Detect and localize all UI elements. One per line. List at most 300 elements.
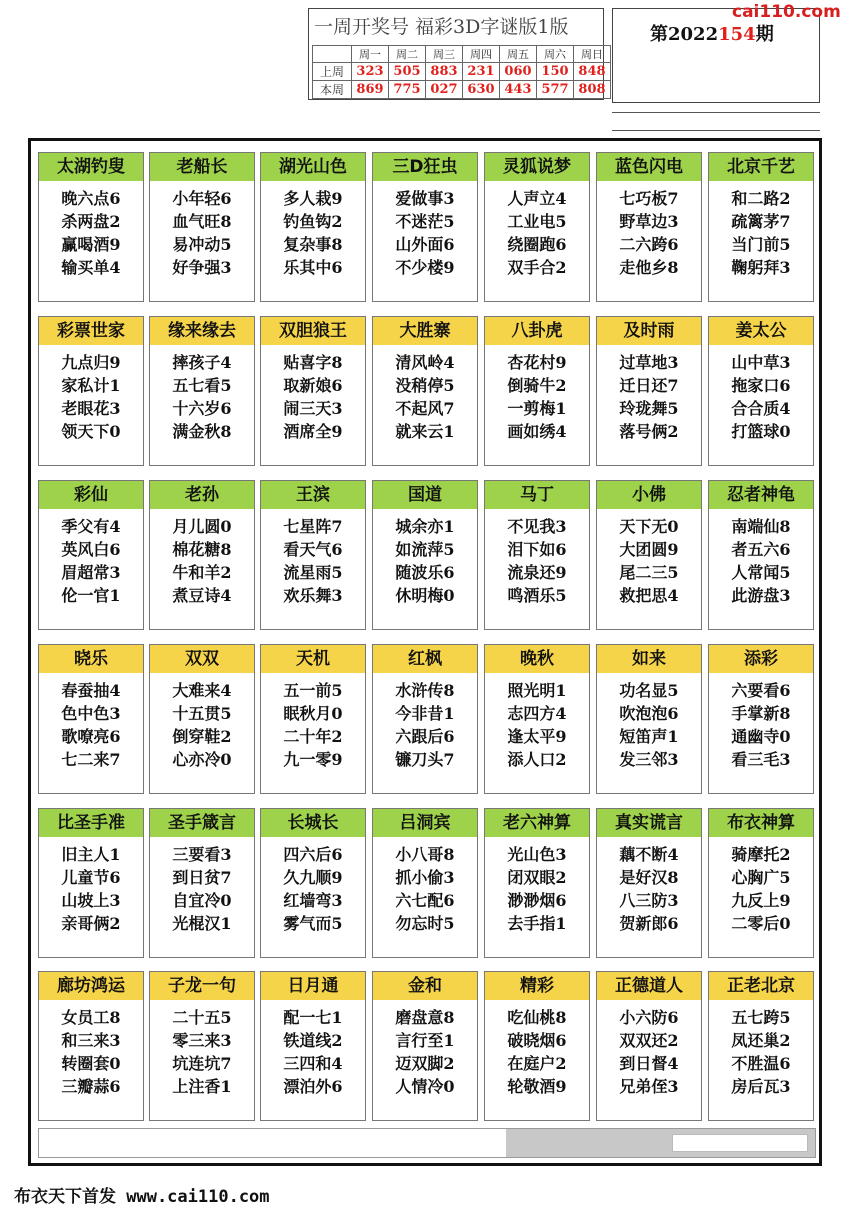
card-lines	[709, 679, 813, 771]
card-lines	[373, 515, 477, 607]
card-line: 杏花村9	[507, 353, 567, 372]
card-line: 六要看6	[731, 681, 791, 700]
card-line: 随波乐6	[395, 563, 455, 582]
card-line: 尾二三5	[619, 563, 679, 582]
card-lines	[373, 187, 477, 279]
card-title: 添彩	[709, 645, 813, 673]
card-line: 七巧板7	[619, 189, 679, 208]
card-line: 鞠躬拜3	[731, 258, 791, 277]
card-line: 好争强3	[172, 258, 232, 277]
this-week-label: 本周	[313, 81, 352, 99]
card-lines	[373, 351, 477, 443]
card-line: 三四和4	[283, 1054, 343, 1073]
card-title: 忍者神龟	[709, 481, 813, 509]
card-title: 吕洞宾	[373, 809, 477, 837]
card-lines	[261, 1006, 365, 1098]
this-week-number: 869	[352, 81, 389, 99]
puzzle-card	[260, 480, 366, 630]
last-week-label: 上周	[313, 63, 352, 81]
footer-text: 布衣天下首发 www.cai110.com	[14, 1187, 270, 1207]
bottom-bar-inset	[672, 1134, 808, 1152]
puzzle-card	[372, 152, 478, 302]
last-week-number: 150	[537, 63, 574, 81]
card-lines	[373, 843, 477, 935]
puzzle-card	[149, 152, 255, 302]
card-title: 如来	[597, 645, 701, 673]
card-line: 五一前5	[283, 681, 343, 700]
last-week-number: 323	[352, 63, 389, 81]
card-title: 小佛	[597, 481, 701, 509]
puzzle-card	[149, 480, 255, 630]
card-lines	[261, 843, 365, 935]
card-line: 漂泊外6	[283, 1077, 343, 1096]
card-title: 灵狐说梦	[485, 153, 589, 181]
card-line: 合合质4	[731, 399, 791, 418]
card-line: 镰刀头7	[395, 750, 455, 769]
puzzle-card	[484, 808, 590, 958]
puzzle-card	[596, 644, 702, 794]
puzzle-card	[149, 316, 255, 466]
card-line: 吹泡泡6	[619, 704, 679, 723]
this-week-number: 630	[463, 81, 500, 99]
puzzle-card	[38, 808, 144, 958]
this-week-number: 775	[389, 81, 426, 99]
card-title: 廊坊鸿运	[39, 972, 143, 1000]
card-line: 儿童节6	[61, 868, 121, 887]
card-title: 王滨	[261, 481, 365, 509]
card-line: 赢喝酒9	[61, 235, 121, 254]
card-line: 手掌新8	[731, 704, 791, 723]
draw-results-table	[312, 45, 611, 99]
card-line: 是好汉8	[619, 868, 679, 887]
card-line: 煮豆诗4	[172, 586, 232, 605]
card-line: 流星雨5	[283, 563, 343, 582]
card-line: 过草地3	[619, 353, 679, 372]
card-lines	[150, 187, 254, 279]
card-title: 比圣手准	[39, 809, 143, 837]
card-line: 轮敬酒9	[507, 1077, 567, 1096]
day-header: 周六	[537, 46, 574, 63]
card-title: 天机	[261, 645, 365, 673]
card-lines	[485, 679, 589, 771]
card-lines	[597, 1006, 701, 1098]
card-line: 短笛声1	[619, 727, 679, 746]
card-title: 姜太公	[709, 317, 813, 345]
card-line: 七二来7	[61, 750, 121, 769]
card-line: 骑摩托2	[731, 845, 791, 864]
card-line: 伦一官1	[61, 586, 121, 605]
card-line: 坑连坑7	[172, 1054, 232, 1073]
last-week-number: 848	[574, 63, 611, 81]
card-line: 五七跨5	[731, 1008, 791, 1027]
card-line: 通幽寺0	[731, 727, 791, 746]
card-line: 钓鱼钩2	[283, 212, 343, 231]
card-line: 十六岁6	[172, 399, 232, 418]
puzzle-card	[372, 644, 478, 794]
card-line: 吃仙桃8	[507, 1008, 567, 1027]
card-line: 心胸广5	[731, 868, 791, 887]
card-line: 五七看5	[172, 376, 232, 395]
puzzle-card	[596, 152, 702, 302]
card-line: 杀两盘2	[61, 212, 121, 231]
puzzle-card	[708, 971, 814, 1121]
card-line: 三要看3	[172, 845, 232, 864]
card-line: 水浒传8	[395, 681, 455, 700]
card-line: 发三邻3	[619, 750, 679, 769]
card-line: 房后瓦3	[731, 1077, 791, 1096]
card-line: 野草边3	[619, 212, 679, 231]
card-line: 不少楼9	[395, 258, 455, 277]
card-line: 走他乡8	[619, 258, 679, 277]
card-title: 缘来缘去	[150, 317, 254, 345]
card-title: 正老北京	[709, 972, 813, 1000]
card-lines	[150, 515, 254, 607]
last-week-number: 505	[389, 63, 426, 81]
day-header: 周三	[426, 46, 463, 63]
card-line: 久九顺9	[283, 868, 343, 887]
card-line: 迈双脚2	[395, 1054, 455, 1073]
issue-number	[650, 20, 774, 46]
puzzle-card	[260, 808, 366, 958]
card-line: 没稍停5	[395, 376, 455, 395]
card-line: 到日督4	[619, 1054, 679, 1073]
card-title: 及时雨	[597, 317, 701, 345]
card-title: 晓乐	[39, 645, 143, 673]
card-line: 春蚕抽4	[61, 681, 121, 700]
card-line: 不迷茫5	[395, 212, 455, 231]
card-title: 双双	[150, 645, 254, 673]
card-line: 人情冷0	[395, 1077, 455, 1096]
day-header: 周二	[389, 46, 426, 63]
site-logo: cai110.com	[732, 2, 841, 22]
card-line: 自宜冷0	[172, 891, 232, 910]
card-lines	[597, 679, 701, 771]
card-line: 照光明1	[507, 681, 567, 700]
card-line: 复杂事8	[283, 235, 343, 254]
card-line: 眠秋月0	[283, 704, 343, 723]
card-line: 不见我3	[507, 517, 567, 536]
puzzle-card	[149, 808, 255, 958]
card-title: 真实谎言	[597, 809, 701, 837]
day-header: 周一	[352, 46, 389, 63]
card-line: 就来云1	[395, 422, 455, 441]
card-line: 领天下0	[61, 422, 121, 441]
card-title: 日月通	[261, 972, 365, 1000]
puzzle-card	[708, 808, 814, 958]
card-line: 不胜温6	[731, 1054, 791, 1073]
card-title: 老六神算	[485, 809, 589, 837]
card-line: 逢太平9	[507, 727, 567, 746]
card-line: 二十五5	[172, 1008, 232, 1027]
card-line: 九反上9	[731, 891, 791, 910]
card-line: 山坡上3	[61, 891, 121, 910]
card-line: 破晓烟6	[507, 1031, 567, 1050]
card-line: 八三防3	[619, 891, 679, 910]
table-corner	[313, 46, 352, 63]
divider	[612, 112, 820, 113]
card-line: 旧主人1	[61, 845, 121, 864]
day-header: 周五	[500, 46, 537, 63]
puzzle-card	[708, 480, 814, 630]
card-line: 凤还巢2	[731, 1031, 791, 1050]
card-line: 十五贯5	[172, 704, 232, 723]
card-line: 摔孩子4	[172, 353, 232, 372]
card-line: 易冲动5	[172, 235, 232, 254]
card-lines	[709, 187, 813, 279]
day-header: 周四	[463, 46, 500, 63]
card-line: 心亦冷0	[172, 750, 232, 769]
card-line: 小六防6	[619, 1008, 679, 1027]
card-line: 城余亦1	[395, 517, 455, 536]
puzzle-card	[708, 152, 814, 302]
card-line: 山中草3	[731, 353, 791, 372]
card-lines	[597, 843, 701, 935]
card-line: 配一七1	[283, 1008, 343, 1027]
puzzle-card	[484, 152, 590, 302]
card-line: 女员工8	[61, 1008, 121, 1027]
card-line: 英风白6	[61, 540, 121, 559]
card-line: 九一零9	[283, 750, 343, 769]
card-title: 彩仙	[39, 481, 143, 509]
page-title: 一周开奖号 福彩3D字谜版1版	[314, 16, 569, 38]
card-lines	[485, 351, 589, 443]
card-lines	[261, 515, 365, 607]
card-line: 迁日还7	[619, 376, 679, 395]
card-title: 红枫	[373, 645, 477, 673]
card-line: 今非昔1	[395, 704, 455, 723]
card-line: 添人口2	[507, 750, 567, 769]
this-week-number: 443	[500, 81, 537, 99]
puzzle-card	[149, 971, 255, 1121]
card-lines	[150, 843, 254, 935]
card-lines	[373, 1006, 477, 1098]
card-lines	[261, 351, 365, 443]
issue-suffix: 期	[755, 24, 774, 45]
card-line: 大团圆9	[619, 540, 679, 559]
puzzle-card	[596, 316, 702, 466]
card-line: 棉花糖8	[172, 540, 232, 559]
card-line: 大难来4	[172, 681, 232, 700]
card-line: 人常闻5	[731, 563, 791, 582]
puzzle-card	[372, 808, 478, 958]
card-line: 勿忘时5	[395, 914, 455, 933]
card-line: 家私计1	[61, 376, 121, 395]
card-line: 如流萍5	[395, 540, 455, 559]
card-line: 兄弟侄3	[619, 1077, 679, 1096]
last-week-number: 060	[500, 63, 537, 81]
card-line: 抓小偷3	[395, 868, 455, 887]
card-line: 铁道线2	[283, 1031, 343, 1050]
card-line: 和二路2	[731, 189, 791, 208]
card-line: 拖家口6	[731, 376, 791, 395]
card-lines	[709, 1006, 813, 1098]
card-lines	[373, 679, 477, 771]
puzzle-card	[372, 971, 478, 1121]
card-line: 上注香1	[172, 1077, 232, 1096]
issue-number-value: 154	[718, 24, 756, 45]
card-line: 鸣酒乐5	[507, 586, 567, 605]
card-title: 正德道人	[597, 972, 701, 1000]
card-line: 清风岭4	[395, 353, 455, 372]
card-line: 九点归9	[61, 353, 121, 372]
card-line: 三瓣蒜6	[61, 1077, 121, 1096]
card-title: 彩票世家	[39, 317, 143, 345]
card-line: 绕圈跑6	[507, 235, 567, 254]
card-line: 渺渺烟6	[507, 891, 567, 910]
card-lines	[261, 187, 365, 279]
card-line: 爱做事3	[395, 189, 455, 208]
card-line: 牛和羊2	[172, 563, 232, 582]
card-line: 光棍汉1	[172, 914, 232, 933]
card-line: 流泉还9	[507, 563, 567, 582]
puzzle-card	[260, 644, 366, 794]
puzzle-card	[260, 316, 366, 466]
card-line: 亲哥俩2	[61, 914, 121, 933]
puzzle-card	[260, 971, 366, 1121]
card-line: 双双还2	[619, 1031, 679, 1050]
card-title: 晚秋	[485, 645, 589, 673]
card-lines	[485, 843, 589, 935]
puzzle-card	[596, 971, 702, 1121]
card-line: 和三来3	[61, 1031, 121, 1050]
card-title: 马丁	[485, 481, 589, 509]
card-lines	[39, 515, 143, 607]
card-lines	[39, 679, 143, 771]
puzzle-card	[484, 316, 590, 466]
card-lines	[597, 351, 701, 443]
card-line: 小八哥8	[395, 845, 455, 864]
puzzle-card	[38, 152, 144, 302]
card-line: 工业电5	[507, 212, 567, 231]
card-title: 老孙	[150, 481, 254, 509]
card-line: 六跟后6	[395, 727, 455, 746]
card-line: 落号俩2	[619, 422, 679, 441]
card-line: 歌嘹亮6	[61, 727, 121, 746]
card-line: 酒席全9	[283, 422, 343, 441]
card-line: 七星阵7	[283, 517, 343, 536]
card-lines	[39, 843, 143, 935]
puzzle-card	[149, 644, 255, 794]
puzzle-card	[38, 644, 144, 794]
card-title: 布衣神算	[709, 809, 813, 837]
card-line: 人声立4	[507, 189, 567, 208]
card-line: 二六跨6	[619, 235, 679, 254]
puzzle-card	[484, 480, 590, 630]
puzzle-card	[38, 971, 144, 1121]
card-title: 长城长	[261, 809, 365, 837]
card-line: 小年轻6	[172, 189, 232, 208]
card-line: 雾气而5	[283, 914, 343, 933]
card-title: 湖光山色	[261, 153, 365, 181]
card-line: 满金秋8	[172, 422, 232, 441]
card-lines	[39, 1006, 143, 1098]
puzzle-card	[372, 316, 478, 466]
card-line: 者五六6	[731, 540, 791, 559]
card-line: 色中色3	[61, 704, 121, 723]
last-week-number: 231	[463, 63, 500, 81]
card-line: 二零后0	[731, 914, 791, 933]
puzzle-card	[596, 808, 702, 958]
card-line: 画如绣4	[507, 422, 567, 441]
card-line: 玲珑舞5	[619, 399, 679, 418]
card-lines	[485, 1006, 589, 1098]
card-title: 双胆狼王	[261, 317, 365, 345]
card-line: 此游盘3	[731, 586, 791, 605]
puzzle-card	[708, 644, 814, 794]
card-lines	[709, 843, 813, 935]
card-title: 蓝色闪电	[597, 153, 701, 181]
card-line: 不起风7	[395, 399, 455, 418]
puzzle-card	[708, 316, 814, 466]
card-line: 倒骑牛2	[507, 376, 567, 395]
card-line: 藕不断4	[619, 845, 679, 864]
card-line: 贴喜字8	[283, 353, 343, 372]
card-line: 季父有4	[61, 517, 121, 536]
card-title: 国道	[373, 481, 477, 509]
puzzle-card	[372, 480, 478, 630]
card-title: 太湖钓叟	[39, 153, 143, 181]
card-lines	[597, 187, 701, 279]
card-line: 输买单4	[61, 258, 121, 277]
card-line: 疏篱茅7	[731, 212, 791, 231]
card-line: 当门前5	[731, 235, 791, 254]
card-line: 闭双眼2	[507, 868, 567, 887]
card-title: 圣手箴言	[150, 809, 254, 837]
card-title: 老船长	[150, 153, 254, 181]
card-line: 取新娘6	[283, 376, 343, 395]
card-line: 磨盘意8	[395, 1008, 455, 1027]
this-week-number: 577	[537, 81, 574, 99]
card-line: 红墙弯3	[283, 891, 343, 910]
card-line: 晚六点6	[61, 189, 121, 208]
card-line: 救把思4	[619, 586, 679, 605]
card-line: 贺新郎6	[619, 914, 679, 933]
this-week-number: 027	[426, 81, 463, 99]
card-line: 月儿圆0	[172, 517, 232, 536]
card-line: 六七配6	[395, 891, 455, 910]
card-lines	[597, 515, 701, 607]
card-lines	[709, 515, 813, 607]
card-line: 转圈套0	[61, 1054, 121, 1073]
card-title: 八卦虎	[485, 317, 589, 345]
card-line: 泪下如6	[507, 540, 567, 559]
divider	[612, 130, 820, 131]
card-line: 志四方4	[507, 704, 567, 723]
day-header: 周日	[574, 46, 611, 63]
card-title: 子龙一句	[150, 972, 254, 1000]
card-line: 天下无0	[619, 517, 679, 536]
puzzle-card	[260, 152, 366, 302]
card-title: 三D狂虫	[373, 153, 477, 181]
card-line: 倒穿鞋2	[172, 727, 232, 746]
card-line: 看三毛3	[731, 750, 791, 769]
card-title: 北京千艺	[709, 153, 813, 181]
card-line: 南端仙8	[731, 517, 791, 536]
card-line: 到日贫7	[172, 868, 232, 887]
card-lines	[150, 679, 254, 771]
card-line: 山外面6	[395, 235, 455, 254]
card-line: 打篮球0	[731, 422, 791, 441]
card-line: 闹三天3	[283, 399, 343, 418]
issue-prefix: 第2022	[650, 24, 719, 45]
card-line: 多人栽9	[283, 189, 343, 208]
card-line: 血气旺8	[172, 212, 232, 231]
card-lines	[485, 187, 589, 279]
card-line: 双手合2	[507, 258, 567, 277]
card-lines	[261, 679, 365, 771]
card-line: 老眼花3	[61, 399, 121, 418]
card-lines	[150, 1006, 254, 1098]
